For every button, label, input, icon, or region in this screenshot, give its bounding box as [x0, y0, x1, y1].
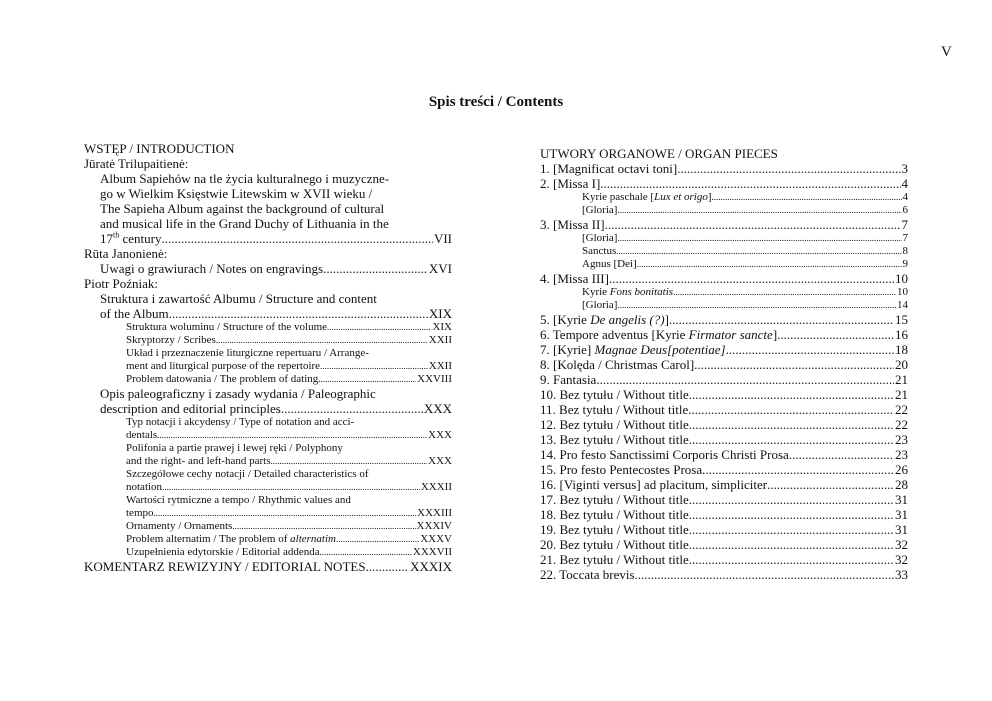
toc-entry[interactable]: [540, 507, 908, 522]
toc-entry[interactable]: [540, 477, 908, 492]
toc-page-number: 21: [895, 372, 908, 387]
toc-entry-title: Uzupełnienia edytorskie / Editorial addenda: [126, 546, 320, 558]
toc-page-number: XXX: [428, 429, 452, 441]
toc-page-number: 28: [895, 477, 908, 492]
toc-entry[interactable]: [84, 360, 452, 373]
toc-page-number: 23: [895, 432, 908, 447]
toc-page-number: 22: [895, 402, 908, 417]
toc-page-number: 23: [895, 447, 908, 462]
toc-leader-dots: [336, 533, 419, 546]
toc-entry[interactable]: [540, 217, 908, 232]
toc-entry[interactable]: [84, 520, 452, 533]
toc-leader-dots: [617, 232, 901, 245]
toc-entry[interactable]: [540, 312, 908, 327]
toc-leader-dots: [767, 477, 894, 492]
toc-entry-title: 20. Bez tytułu / Without title: [540, 537, 689, 552]
toc-leader-dots: [726, 342, 894, 357]
toc-entry-title: Ornamenty / Ornaments: [126, 520, 233, 532]
toc-entry-title: 6. Tempore adventus [Kyrie Firmator sancte]: [540, 327, 778, 342]
page-number: V: [941, 44, 952, 60]
toc-leader-dots: [161, 231, 432, 246]
toc-leader-dots: [617, 299, 896, 312]
toc-page-number: 6: [902, 204, 908, 216]
toc-leader-dots: [616, 245, 901, 258]
toc-heading: Piotr Poźniak:: [84, 276, 159, 291]
toc-leader-dots: [157, 429, 427, 442]
toc-entry-title: and the right- and left-hand parts: [126, 455, 271, 467]
toc-entry-title: description and editorial principles.: [100, 401, 285, 416]
toc-page-number: 31: [895, 522, 908, 537]
toc-leader-dots: [669, 312, 894, 327]
toc-entry-title: 4. [Missa III]: [540, 271, 609, 286]
toc-page-number: 10: [895, 271, 908, 286]
toc-entry[interactable]: [84, 321, 452, 334]
toc-leader-dots: [689, 537, 894, 552]
toc-entry-title: 10. Bez tytułu / Without title: [540, 387, 689, 402]
toc-page-number: 22: [895, 417, 908, 432]
toc-leader-dots: [689, 522, 894, 537]
toc-line: Polifonia a partie prawej i lewej ręki / Polyphony: [126, 442, 343, 454]
toc-entry[interactable]: [84, 261, 452, 276]
toc-leader-dots: [366, 559, 410, 574]
toc-entry-title: 13. Bez tytułu / Without title: [540, 432, 689, 447]
toc-entry-italic: alternatim: [290, 533, 336, 545]
toc-entry-title: Kyrie Fons bonitatis: [582, 286, 674, 298]
toc-leader-dots: [689, 417, 894, 432]
toc-heading: Jūratė Trilupaitienė:: [84, 156, 189, 171]
toc-leader-dots: [789, 447, 894, 462]
toc-leader-dots: [637, 258, 902, 271]
toc-entry-title: 16. [Viginti versus] ad placitum, simpliciter: [540, 477, 768, 492]
toc-entry-title: 21. Bez tytułu / Without title: [540, 552, 689, 567]
toc-page-number: 32: [895, 537, 908, 552]
toc-entry[interactable]: [540, 271, 908, 286]
toc-leader-dots: [600, 176, 900, 191]
toc-page-number: 33: [895, 567, 908, 582]
toc-leader-dots: [689, 387, 894, 402]
toc-entry-title: Problem alternatim / The problem of alternatim: [126, 533, 336, 545]
toc-page-number: 7: [901, 217, 908, 232]
toc-entry-title: [Gloria]: [582, 204, 618, 216]
toc-right-column: [540, 146, 908, 582]
toc-page-number: 18: [895, 342, 908, 357]
toc-entry-title: 17th century: [100, 230, 162, 246]
toc-leader-dots: [320, 546, 412, 559]
toc-entry[interactable]: [84, 559, 452, 574]
toc-page-number: XXXV: [420, 533, 452, 545]
toc-entry-title: 12. Bez tytułu / Without title: [540, 417, 689, 432]
toc-entry[interactable]: [540, 204, 908, 217]
toc-entry[interactable]: [540, 387, 908, 402]
toc-entry[interactable]: [540, 161, 908, 176]
toc-heading: UTWORY ORGANOWE / ORGAN PIECES: [540, 146, 778, 161]
toc-leader-dots: [605, 217, 901, 232]
toc-entry-title: 7. [Kyrie] Magnae Deus[potentiae]: [540, 342, 726, 357]
toc-entry[interactable]: [84, 481, 452, 494]
toc-page-number: XXXVII: [412, 546, 452, 558]
toc-entry[interactable]: [84, 231, 452, 246]
toc-heading: Rūta Janonienė:: [84, 246, 168, 261]
toc-page-number: XXVIII: [417, 373, 452, 385]
toc-entry[interactable]: [540, 299, 908, 312]
toc-entry[interactable]: [540, 232, 908, 245]
toc-leader-dots: [216, 334, 428, 347]
toc-heading: WSTĘP / INTRODUCTION: [84, 141, 235, 156]
toc-entry[interactable]: [540, 191, 908, 204]
toc-leader-dots: [609, 271, 894, 286]
toc-entry-title: 22. Toccata brevis: [540, 567, 635, 582]
toc-leader-dots: [617, 204, 901, 217]
toc-page-number: 20: [895, 357, 908, 372]
toc-leader-dots: [284, 401, 423, 416]
toc-page-number: XXXIX: [410, 559, 452, 574]
toc-line: and musical life in the Grand Duchy of Lithuania in the: [100, 216, 389, 231]
toc-entry[interactable]: [84, 373, 452, 386]
toc-leader-dots: [318, 373, 416, 386]
toc-leader-dots: [688, 402, 894, 417]
toc-entry[interactable]: [540, 342, 908, 357]
toc-page-number: 26: [895, 462, 908, 477]
toc-leader-dots: [702, 462, 894, 477]
toc-entry-title: Agnus [Dei]: [582, 258, 637, 270]
toc-page-number: XXII: [428, 360, 452, 372]
toc-entry[interactable]: [540, 552, 908, 567]
toc-entry[interactable]: [540, 357, 908, 372]
toc-page-number: 7: [902, 232, 908, 244]
toc-leader-dots: [673, 286, 896, 299]
toc-page-number: 4: [901, 176, 908, 191]
toc-entry-title: 14. Pro festo Sanctissimi Corporis Christi Prosa: [540, 447, 789, 462]
toc-entry-title: 8. [Kolęda / Christmas Carol]: [540, 357, 695, 372]
toc-page-number: XXXIV: [416, 520, 452, 532]
toc-entry[interactable]: [540, 522, 908, 537]
toc-entry[interactable]: [540, 402, 908, 417]
toc-entry-title: 17. Bez tytułu / Without title: [540, 492, 689, 507]
toc-entry[interactable]: [84, 429, 452, 442]
toc-leader-dots: [677, 161, 900, 176]
toc-page-number: XXII: [428, 334, 452, 346]
toc-page-number: XXXIII: [417, 507, 452, 519]
toc-entry-title: 9. Fantasia: [540, 372, 597, 387]
toc-page-number: 21: [895, 387, 908, 402]
toc-leader-dots: [689, 432, 894, 447]
toc-leader-dots: [323, 261, 428, 276]
toc-entry[interactable]: [84, 334, 452, 347]
toc-line: go w Wielkim Księstwie Litewskim w XVII wieku /: [100, 186, 373, 201]
toc-line: Album Sapiehów na tle życia kulturalnego i muzyczne-: [100, 171, 390, 186]
toc-entry[interactable]: [540, 417, 908, 432]
toc-entry[interactable]: [540, 327, 908, 342]
toc-leader-dots: [232, 520, 415, 533]
toc-entry[interactable]: [84, 306, 452, 321]
toc-line: Układ i przeznaczenie liturgiczne repertuaru / Arrange-: [126, 347, 369, 359]
toc-entry-title: Sanctus: [582, 245, 617, 257]
toc-entry[interactable]: [540, 537, 908, 552]
toc-entry[interactable]: [540, 567, 908, 582]
toc-entry-title: Problem datowania / The problem of dating: [126, 373, 319, 385]
toc-line: Szczegółowe cechy notacji / Detailed characteristics of: [126, 468, 369, 480]
toc-line: The Sapieha Album against the background of cultural: [100, 201, 385, 216]
toc-line: Struktura i zawartość Albumu / Structure and content: [100, 291, 377, 306]
toc-entry[interactable]: [540, 176, 908, 191]
toc-entry-italic: De angelis (?): [590, 312, 665, 327]
toc-page-number: XVI: [428, 261, 452, 276]
toc-entry[interactable]: [540, 372, 908, 387]
toc-page-number: 14: [897, 299, 908, 311]
toc-entry[interactable]: [540, 462, 908, 477]
toc-entry-title: Skryptorzy / Scribes: [126, 334, 216, 346]
toc-entry-italic: Fons bonitatis: [609, 286, 674, 298]
toc-entry[interactable]: [540, 447, 908, 462]
toc-entry[interactable]: [540, 432, 908, 447]
toc-page-number: 15: [895, 312, 908, 327]
toc-entry[interactable]: [84, 507, 452, 520]
toc-entry-title: Kyrie paschale [Lux et origo]: [582, 191, 712, 203]
toc-line: Typ notacji i akcydensy / Type of notation and acci-: [126, 416, 355, 428]
toc-entry-title: 11. Bez tytułu / Without title: [540, 402, 689, 417]
toc-entry-title: Struktura woluminu / Structure of the volume: [126, 321, 328, 333]
toc-entry[interactable]: [540, 492, 908, 507]
toc-page-number: 31: [895, 507, 908, 522]
toc-entry[interactable]: [540, 245, 908, 258]
toc-entry-title: Uwagi o grawiurach / Notes on engravings: [100, 261, 324, 276]
toc-entry-title: 18. Bez tytułu / Without title: [540, 507, 689, 522]
toc-entry-italic: Firmator sancte: [688, 327, 773, 342]
toc-line: Wartości rytmiczne a tempo / Rhythmic values and: [126, 494, 351, 506]
toc-entry-title: [Gloria]: [582, 299, 618, 311]
toc-page-number: 4: [902, 191, 908, 203]
toc-entry-title: 3. [Missa II]: [540, 217, 605, 232]
toc-entry[interactable]: [540, 258, 908, 271]
toc-page-number: XIX: [428, 306, 452, 321]
toc-leader-dots: [596, 372, 894, 387]
toc-entry-title: 2. [Missa I]: [540, 176, 601, 191]
toc-entry[interactable]: [84, 401, 452, 416]
toc-leader-dots: [327, 321, 431, 334]
toc-leader-dots: [270, 455, 427, 468]
toc-entry-title: 5. [Kyrie De angelis (?)]: [540, 312, 669, 327]
toc-entry-title: [Gloria]: [582, 232, 618, 244]
toc-page-number: 3: [901, 161, 908, 176]
toc-page-number: 10: [897, 286, 908, 298]
toc-leader-dots: [169, 306, 428, 321]
toc-leader-dots: [635, 567, 894, 582]
toc-leader-dots: [320, 360, 428, 373]
toc-entry-title: notation: [126, 481, 163, 493]
toc-leader-dots: [712, 191, 902, 204]
toc-entry-italic: Lux et origo: [654, 191, 708, 203]
toc-page-number: XXXII: [420, 481, 452, 493]
toc-entry-title: 1. [Magnificat octavi toni]: [540, 161, 678, 176]
toc-page-number: XXX: [423, 401, 452, 416]
toc-leader-dots: [689, 552, 894, 567]
toc-leader-dots: [162, 481, 420, 494]
toc-entry[interactable]: [84, 455, 452, 468]
toc-page-number: 9: [902, 258, 908, 270]
toc-entry-title: dentals: [126, 429, 158, 441]
toc-page-number: 16: [895, 327, 908, 342]
toc-entry[interactable]: [540, 286, 908, 299]
toc-page-number: XIX: [432, 321, 452, 333]
toc-entry[interactable]: [84, 546, 452, 559]
toc-leader-dots: [777, 327, 894, 342]
toc-entry-title: tempo: [126, 507, 154, 519]
toc-page-number: 31: [895, 492, 908, 507]
toc-entry[interactable]: [84, 533, 452, 546]
toc-entry-title: 19. Bez tytułu / Without title: [540, 522, 689, 537]
toc-left-column: [84, 141, 452, 574]
toc-leader-dots: [689, 492, 894, 507]
toc-page-number: VII: [433, 231, 452, 246]
toc-entry-title: KOMENTARZ REWIZYJNY / EDITORIAL NOTES: [84, 559, 366, 574]
toc-entry-italic: Magnae Deus[potentiae]: [594, 342, 726, 357]
toc-page-number: XXX: [428, 455, 452, 467]
toc-page-number: 8: [902, 245, 908, 257]
toc-page-number: 32: [895, 552, 908, 567]
toc-leader-dots: [689, 507, 894, 522]
toc-entry-title: of the Album: [100, 306, 169, 321]
page-title: Spis treści / Contents: [428, 94, 564, 110]
toc-entry-title: 15. Pro festo Pentecostes Prosa: [540, 462, 703, 477]
toc-leader-dots: [154, 507, 417, 520]
toc-line: Opis paleograficzny i zasady wydania / Paleographic: [100, 386, 376, 401]
toc-leader-dots: [694, 357, 894, 372]
toc-entry-title: ment and liturgical purpose of the repertoire: [126, 360, 321, 372]
